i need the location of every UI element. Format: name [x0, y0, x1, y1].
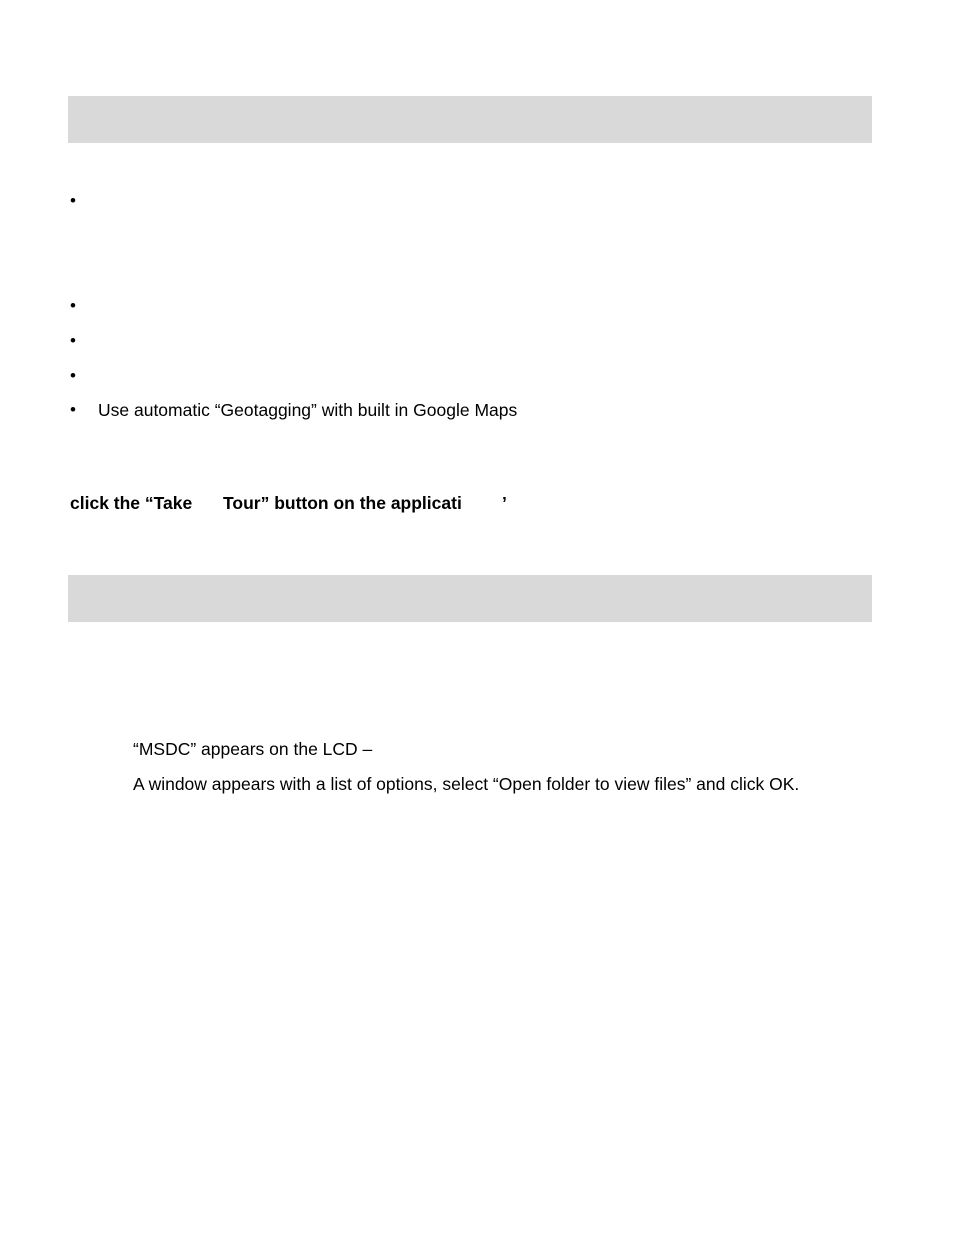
step-msdc-text: “MSDC” appears on the LCD – — [133, 739, 373, 759]
section-header-band — [68, 575, 872, 622]
bullet-marker: • — [70, 400, 76, 419]
bullet-marker: • — [70, 331, 76, 350]
bullet-marker: • — [70, 366, 76, 385]
step-window-text: A window appears with a list of options, select “Open folder to view files” and click OK. — [133, 774, 800, 794]
section-header-band — [68, 96, 872, 143]
bullet-marker: • — [70, 191, 76, 210]
tour-note-part-1: click the “Take — [70, 493, 193, 513]
tour-note-part-3: ’ — [502, 493, 507, 513]
feature-geotagging-text: Use automatic “Geotagging” with built in Google Maps — [98, 400, 518, 420]
tour-note-part-2: Tour” button on the applicati — [223, 493, 462, 513]
bullet-marker: • — [70, 296, 76, 315]
